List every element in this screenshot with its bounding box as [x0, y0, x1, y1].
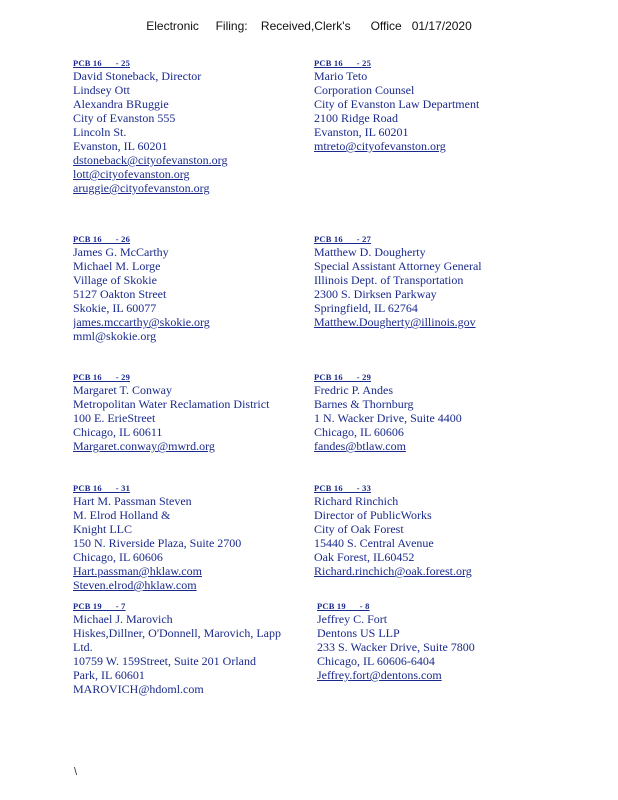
address-line: Ltd.	[73, 640, 93, 654]
email-link[interactable]: Matthew.Dougherty@illinois.gov	[314, 315, 476, 329]
address-line: Michael M. Lorge	[73, 259, 161, 273]
address-line: Hart M. Passman Steven	[73, 494, 192, 508]
address-line: Mario Teto	[314, 69, 368, 83]
address-line: Springfield, IL 62764	[314, 301, 418, 315]
service-contact-block	[73, 483, 308, 592]
case-number: PCB 16 - 29	[314, 372, 372, 382]
case-number: PCB 16 - 31	[73, 483, 131, 493]
case-number: PCB 16 - 25	[314, 58, 372, 68]
stray-mark: \	[74, 766, 78, 778]
address-line: City of Oak Forest	[314, 522, 404, 536]
address-line: Illinois Dept. of Transportation	[314, 273, 464, 287]
email-link[interactable]: Steven.elrod@hklaw.com	[73, 578, 197, 592]
case-number: PCB 16 - 29	[73, 372, 131, 382]
address-line: 233 S. Wacker Drive, Suite 7800	[317, 640, 475, 654]
case-number: PCB 19 - 8	[317, 601, 370, 611]
address-line: 1 N. Wacker Drive, Suite 4400	[314, 411, 462, 425]
email-link[interactable]: fandes@btlaw.com	[314, 439, 406, 453]
address-line: Knight LLC	[73, 522, 132, 536]
address-line: 150 N. Riverside Plaza, Suite 2700	[73, 536, 242, 550]
service-contact-block	[314, 234, 496, 329]
case-number: PCB 16 - 26	[73, 234, 131, 244]
address-line: David Stoneback, Director	[73, 69, 202, 83]
email-link[interactable]: mtreto@cityofevanston.org	[314, 139, 446, 153]
email-link[interactable]: Jeffrey.fort@dentons.com	[317, 668, 442, 682]
address-line: 2300 S. Dirksen Parkway	[314, 287, 437, 301]
address-line: Director of PublicWorks	[314, 508, 432, 522]
email-link[interactable]: Hart.passman@hklaw.com	[73, 564, 202, 578]
address-line: Corporation Counsel	[314, 83, 415, 97]
case-number: PCB 16 - 27	[314, 234, 372, 244]
service-contact-block	[314, 372, 496, 453]
address-line: Metropolitan Water Reclamation District	[73, 397, 270, 411]
address-line: 100 E. ErieStreet	[73, 411, 156, 425]
address-line: Jeffrey C. Fort	[317, 612, 388, 626]
address-line: Evanston, IL 60201	[314, 125, 409, 139]
email-link[interactable]: Richard.rinchich@oak.forest.org	[314, 564, 472, 578]
email-link[interactable]: james.mccarthy@skokie.org	[73, 315, 210, 329]
service-contact-block	[314, 58, 496, 153]
case-number: PCB 16 - 33	[314, 483, 372, 493]
service-contact-block	[314, 483, 496, 578]
address-line: Chicago, IL 60611	[73, 425, 163, 439]
address-line: City of Evanston Law Department	[314, 97, 480, 111]
address-line: Barnes & Thornburg	[314, 397, 414, 411]
case-number: PCB 19 - 7	[73, 601, 126, 611]
address-line: 5127 Oakton Street	[73, 287, 167, 301]
email-text: mml@skokie.org	[73, 329, 157, 343]
address-line: Special Assistant Attorney General	[314, 259, 482, 273]
address-line: Michael J. Marovich	[73, 612, 173, 626]
filing-stamp-header: Electronic Filing: Received,Clerk's Office 01/17/2020	[146, 19, 472, 33]
address-line: Oak Forest, IL60452	[314, 550, 415, 564]
address-line: 15440 S. Central Avenue	[314, 536, 434, 550]
address-line: Fredric P. Andes	[314, 383, 393, 397]
address-line: Lincoln St.	[73, 125, 127, 139]
address-line: Evanston, IL 60201	[73, 139, 168, 153]
service-contact-block	[73, 601, 308, 696]
address-line: M. Elrod Holland &	[73, 508, 171, 522]
service-contact-block	[73, 234, 308, 343]
email-link[interactable]: lott@cityofevanston.org	[73, 167, 190, 181]
address-line: Margaret T. Conway	[73, 383, 172, 397]
case-number: PCB 16 - 25	[73, 58, 131, 68]
address-line: Village of Skokie	[73, 273, 157, 287]
service-contact-block	[73, 58, 308, 195]
address-line: City of Evanston 555	[73, 111, 176, 125]
address-line: Dentons US LLP	[317, 626, 400, 640]
address-line: Lindsey Ott	[73, 83, 130, 97]
address-line: Skokie, IL 60077	[73, 301, 157, 315]
address-line: James G. McCarthy	[73, 245, 169, 259]
address-line: Hiskes,Dillner, O'Donnell, Marovich, Lapp	[73, 626, 281, 640]
address-line: 10759 W. 159Street, Suite 201 Orland	[73, 654, 256, 668]
address-line: 2100 Ridge Road	[314, 111, 398, 125]
email-link[interactable]: dstoneback@cityofevanston.org	[73, 153, 228, 167]
address-line: Alexandra BRuggie	[73, 97, 169, 111]
address-line: Richard Rinchich	[314, 494, 399, 508]
email-text: MAROVICH@hdoml.com	[73, 682, 204, 696]
service-contact-block	[73, 372, 308, 453]
address-line: Chicago, IL 60606-6404	[317, 654, 435, 668]
address-line: Chicago, IL 60606	[73, 550, 163, 564]
email-link[interactable]: Margaret.conway@mwrd.org	[73, 439, 215, 453]
email-link[interactable]: aruggie@cityofevanston.org	[73, 181, 210, 195]
service-contact-block	[317, 601, 499, 682]
address-line: Matthew D. Dougherty	[314, 245, 426, 259]
address-line: Chicago, IL 60606	[314, 425, 404, 439]
address-line: Park, IL 60601	[73, 668, 145, 682]
